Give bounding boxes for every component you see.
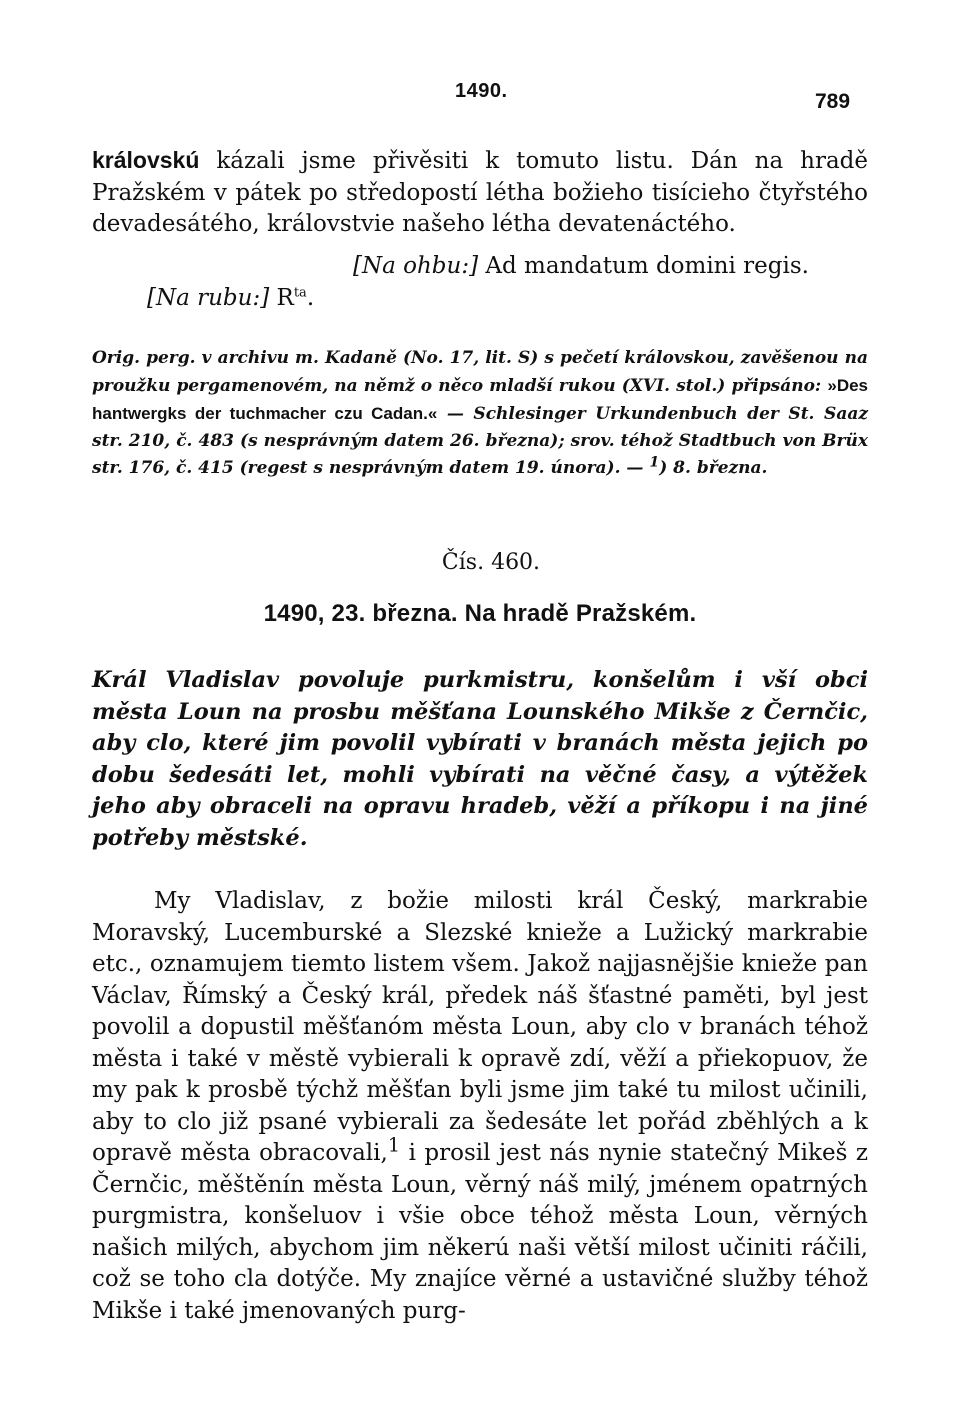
- page-number: 789: [815, 90, 851, 113]
- document-number: Čís. 460.: [441, 550, 541, 575]
- notes-quote: »Des hantwergks der tuchmacher czu Cadan.«: [92, 376, 868, 423]
- body-part-1: My Vladislav, z božie milosti král Český, markrabie Moravský, Lucemburské a Slezské knieže a Lužický markrabie etc., oznamujem tiemto listem všem. Jakož najjasnějšie knieže pan Václav, Římský a Český král, předek náš šťastné paměti, byl jest povolil a dopustil měšťanóm města Loun, aby clo v branách téhož města i také v městě vybierali k opravě zdí, věží a přiekopuov, že my pak k prosbě týchž měšťan byli jsme jim také tu milost učinili, aby to clo již psané vybierali za šedesáte let pořád zběhlých a k opravě města obracovali,: [92, 888, 868, 1166]
- notes-part-2: — Schlesinger Urkundenbuch der St. Saaz str. 210, č. 483 (s nesprávným datem 26. března); srov. téhož Stadtbuch von Brüx str. 176, č. 415 (regest s nesprávným datem 19. února). —: [92, 404, 868, 478]
- source-notes: [92, 345, 868, 482]
- notes-part-1: Orig. perg. v archivu m. Kadaně (No. 17, lit. S) s pečetí královskou, zavěšenou na proužku pergamenovém, na němž o něco mladší rukou (XVI. stol.) připsáno:: [92, 348, 868, 396]
- endorsement-back-label: [Na rubu:]: [147, 285, 270, 311]
- endorsement-back-text: R: [276, 285, 294, 311]
- body-part-2: i prosil jest nás nynie statečný Mikeš z Černčic, měštěnín města Loun, věrný náš milý, jménem opatrných purgmistra, konšeluov i všie obce téhož města Loun, věrných našich milých, abychom jim někerú naši větší milost učiniti ráčili, což se toho cla dotýče. My znajíce věrné a ustavičné služby téhož Mikše i také jmenovaných purg-: [92, 1140, 869, 1324]
- notes-footnote-mark: 1: [649, 454, 660, 471]
- running-header-year: 1490.: [455, 80, 508, 102]
- closing-lead-word: královskú: [92, 147, 200, 173]
- endorsement-back-superscript: ta: [293, 285, 307, 301]
- document-body: [92, 886, 868, 1327]
- notes-part-3: ) 8. března.: [659, 458, 768, 478]
- endorsement-fold: [353, 253, 809, 279]
- endorsement-back: [147, 285, 314, 311]
- previous-document-closing: [92, 145, 868, 241]
- endorsement-fold-text: Ad mandatum domini regis.: [485, 253, 809, 279]
- body-footnote-mark: 1: [387, 1133, 401, 1157]
- document-body-paragraph: [92, 886, 868, 1327]
- document-regest: Král Vladislav povoluje purkmistru, konšelům i vší obci města Loun na prosbu měšťana Lounského Mikše z Černčic, aby clo, které jim povolil vybírati v branách města jejich po dobu šedesáti let, mohli vybírati na věčné časy, a výtěžek jeho aby obraceli na opravu hradeb, věží a příkopu i na jiné potřeby městské.: [92, 667, 868, 851]
- endorsement-back-end: .: [306, 285, 315, 311]
- closing-text: kázali jsme přivěsiti k tomuto listu. Dán na hradě Pražském v pátek po středopostí létha božieho tisícieho čtyřstého devadesátého, královstvie našeho létha devatenáctého.: [92, 148, 868, 237]
- document-date-place: 1490, 23. března. Na hradě Pražském.: [263, 600, 697, 627]
- endorsement-fold-label: [Na ohbu:]: [353, 253, 479, 279]
